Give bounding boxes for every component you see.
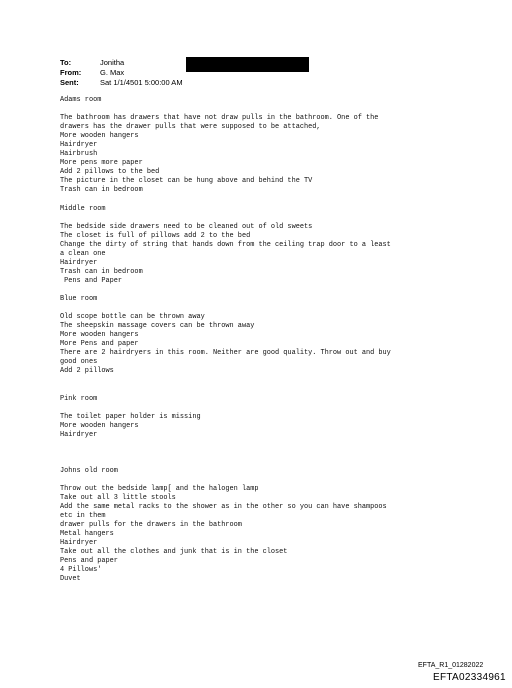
body-line: The toilet paper holder is missing: [60, 412, 201, 421]
body-line: Middle room: [60, 204, 106, 213]
body-line: More wooden hangers: [60, 331, 139, 340]
sent-value: Sat 1/1/4501 5:00:00 AM: [100, 78, 183, 87]
body-line: Duvet: [60, 575, 81, 584]
body-line: Hairbrush: [60, 150, 98, 159]
body-line: The bathroom has drawers that have not draw pulls in the bathroom. One of the: [60, 114, 379, 123]
body-line: Hairdryer: [60, 539, 98, 548]
body-line: More Pens and paper: [60, 340, 139, 349]
body-line: More wooden hangers: [60, 132, 139, 141]
body-line: Add 2 pillows: [60, 367, 114, 376]
body-line: a clean one: [60, 249, 106, 258]
to-value: Jonitha: [100, 58, 125, 67]
document-reference-small: EFTA_R1_01282022: [418, 662, 484, 669]
body-line: Adams room: [60, 96, 102, 104]
sent-row: [60, 78, 183, 88]
body-line: [60, 304, 480, 313]
body-line: The picture in the closet can be hung above and behind the TV: [60, 177, 313, 186]
body-line: Blue room: [60, 295, 98, 304]
body-line: [60, 476, 480, 485]
body-line: [60, 440, 480, 449]
body-line: Metal hangers: [60, 530, 114, 539]
body-line: The sheepskin massage covers can be thrown away: [60, 322, 255, 331]
body-line: [60, 386, 480, 395]
body-line: More pens more paper: [60, 159, 143, 168]
to-label: To:: [60, 58, 72, 67]
body-line: [60, 404, 480, 413]
body-line: [60, 105, 480, 114]
from-label: From:: [60, 68, 82, 77]
body-line: Hairdryer: [60, 258, 98, 267]
body-line: Take out all 3 little stools: [60, 494, 176, 503]
body-line: [60, 449, 480, 458]
body-line: Pens and Paper: [60, 276, 123, 285]
body-line: drawers has the drawer pulls that were supposed to be attached,: [60, 123, 321, 132]
body-line: Add the same metal racks to the shower as in the other so you can have shampoos: [60, 503, 387, 512]
body-line: [60, 196, 480, 205]
body-line: good ones: [60, 358, 98, 367]
body-line: Add 2 pillows to the bed: [60, 168, 160, 177]
from-row: [60, 68, 183, 78]
email-header: [60, 58, 183, 88]
sent-label: Sent:: [60, 78, 79, 87]
body-line: etc in them: [60, 512, 106, 521]
body-line: The closet is full of pillows add 2 to the bed: [60, 231, 251, 240]
body-line: Throw out the bedside lamp[ and the halogen lamp: [60, 485, 259, 494]
body-line: Johns old room: [60, 466, 118, 475]
body-line: drawer pulls for the drawers in the bathroom: [60, 521, 242, 530]
body-line: Pink room: [60, 394, 98, 403]
body-line: Trash can in bedroom: [60, 267, 143, 276]
from-value: G. Max: [100, 68, 125, 77]
to-row: [60, 58, 183, 68]
body-line: There are 2 hairdryers in this room. Neither are good quality. Throw out and buy: [60, 349, 391, 358]
body-line: Old scope bottle can be thrown away: [60, 313, 205, 322]
body-line: [60, 286, 480, 295]
body-line: Change the dirty of string that hands down from the ceiling trap door to a least: [60, 240, 391, 249]
body-line: Hairdryer: [60, 141, 98, 150]
document-reference-id: EFTA02334961: [433, 672, 506, 683]
body-line: [60, 376, 480, 385]
redaction-bar: [186, 57, 309, 72]
body-line: More wooden hangers: [60, 421, 139, 430]
body-line: The bedside side drawers need to be cleaned out of old sweets: [60, 222, 313, 231]
body-line: [60, 458, 480, 467]
body-line: 4 Pillows': [60, 566, 102, 575]
body-line: Hairdryer: [60, 430, 98, 439]
body-line: [60, 214, 480, 223]
body-line: Trash can in bedroom: [60, 186, 143, 195]
body-line: Take out all the clothes and junk that is in the closet: [60, 548, 288, 557]
email-body: [60, 96, 480, 585]
body-line: Pens and paper: [60, 557, 118, 566]
